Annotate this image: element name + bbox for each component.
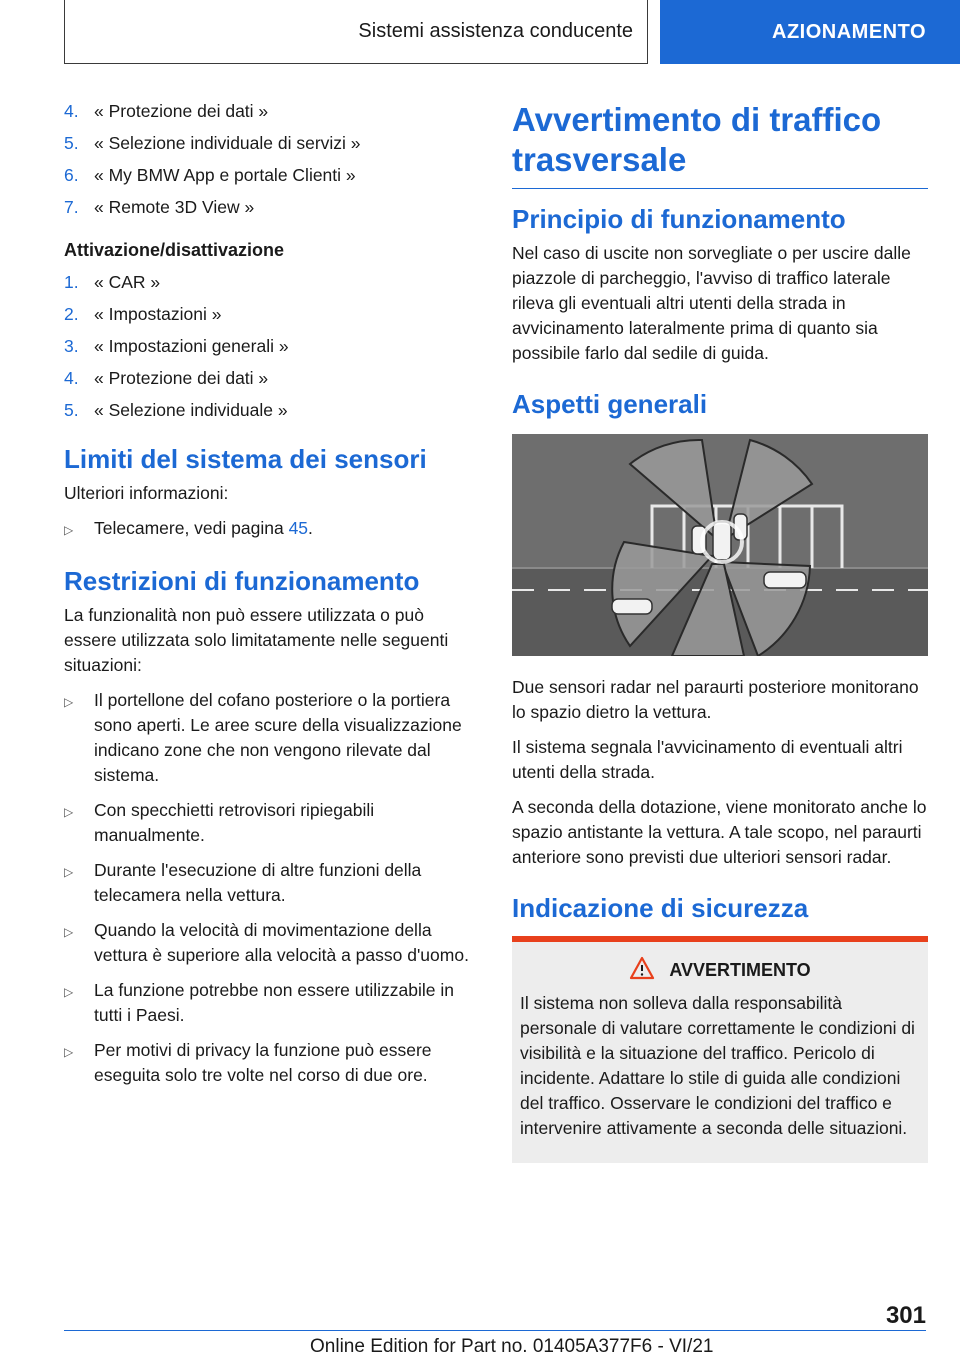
- step-text: « Protezione dei dati »: [94, 101, 269, 121]
- step-text: « Selezione individuale »: [94, 400, 288, 420]
- step-text: « My BMW App e portale Clienti »: [94, 165, 356, 185]
- section-title: Sistemi assistenza conducente: [64, 0, 648, 64]
- step-number: 5.: [64, 400, 79, 420]
- list-item-text: Il portellone del cofano posteriore o la portiera sono aperti. Le aree scure della visualizzazione indicano zone che non vengono rilevate dal sistema.: [94, 690, 462, 785]
- step-number: 1.: [64, 272, 79, 292]
- left-column: [64, 100, 480, 1098]
- step-number: 2.: [64, 304, 79, 324]
- page-title: Avvertimento di traffico trasversale: [512, 101, 882, 178]
- list-item: [64, 978, 480, 1028]
- limits-heading: Limiti del sistema dei sensori: [64, 444, 427, 474]
- approaching-car-right: [764, 572, 806, 588]
- step-item: [64, 271, 480, 293]
- bullet-triangle-icon: ▷: [64, 523, 74, 537]
- restrictions-heading: Restrizioni di funzionamento: [64, 566, 420, 596]
- step-number: 3.: [64, 336, 79, 356]
- step-number: 7.: [64, 197, 79, 217]
- step-text: « Impostazioni generali »: [94, 336, 289, 356]
- step-number: 4.: [64, 368, 79, 388]
- step-number: 4.: [64, 101, 79, 121]
- list-item-text: Quando la velocità di movimentazione della vettura è superiore alla velocità a passo d'uomo.: [94, 920, 469, 965]
- step-item: [64, 164, 480, 186]
- step-item: [64, 100, 480, 122]
- principle-heading: Principio di funzionamento: [512, 204, 846, 234]
- title-rule: [512, 188, 928, 189]
- step-text: « CAR »: [94, 272, 161, 292]
- restrictions-intro: La funzionalità non può essere utilizzata o può essere utilizzata solo limitatamente nelle seguenti situazioni:: [64, 605, 449, 675]
- general-paragraph-1: Due sensori radar nel paraurti posteriore monitorano lo spazio dietro la vettura.: [512, 677, 919, 722]
- ego-vehicle: [713, 522, 731, 560]
- bullet-triangle-icon: ▷: [64, 695, 74, 709]
- page-header: [0, 0, 960, 66]
- list-item: [64, 918, 480, 968]
- list-item-text: Per motivi di privacy la funzione può essere eseguita solo tre volte nel corso di due ore.: [94, 1040, 432, 1085]
- limits-item-text: Telecamere, vedi pagina: [94, 518, 289, 538]
- step-item: [64, 399, 480, 421]
- limits-item-end: .: [308, 518, 313, 538]
- chapter-tab[interactable]: AZIONAMENTO: [660, 0, 960, 64]
- bullet-triangle-icon: ▷: [64, 925, 74, 939]
- list-item: [64, 516, 480, 543]
- approaching-car-left: [612, 599, 652, 614]
- general-paragraph-3: A seconda della dotazione, viene monitorato anche lo spazio antistante la vettura. A tale scopo, nel paraurti anteriore sono previsti due ulteriori sensori radar.: [512, 797, 927, 867]
- radar-coverage-illustration: [512, 434, 928, 656]
- warning-box: [512, 936, 928, 1163]
- right-column: [512, 100, 928, 1163]
- list-item: [64, 858, 480, 908]
- steps-list-a: [64, 100, 480, 218]
- general-paragraph-2: Il sistema segnala l'avvicinamento di eventuali altri utenti della strada.: [512, 737, 903, 782]
- step-item: [64, 335, 480, 357]
- step-text: « Selezione individuale di servizi »: [94, 133, 361, 153]
- step-text: « Protezione dei dati »: [94, 368, 269, 388]
- principle-text: Nel caso di uscite non sorvegliate o per uscire dalle piazzole di parcheggio, l'avviso di traffico laterale rileva gli eventuali altri utenti della strada in avvicinamento lateralmente prima di quanto sia possibile farlo dal sedile di guida.: [512, 243, 911, 363]
- list-item-text: Con specchietti retrovisori ripiegabili manualmente.: [94, 800, 375, 845]
- step-text: « Remote 3D View »: [94, 197, 255, 217]
- list-item: [64, 1038, 480, 1088]
- steps-list-b: [64, 271, 480, 421]
- general-heading: Aspetti generali: [512, 389, 708, 419]
- list-item: [64, 688, 480, 788]
- step-text: « Impostazioni »: [94, 304, 222, 324]
- warning-triangle-icon: [629, 956, 655, 985]
- footer-edition: Online Edition for Part no. 01405A377F6 - VI/21: [310, 1336, 714, 1357]
- list-item-text: La funzione potrebbe non essere utilizzabile in tutti i Paesi.: [94, 980, 454, 1025]
- page-link[interactable]: 45: [288, 518, 309, 538]
- warning-text: Il sistema non solleva dalla responsabilità personale di valutare correttamente le condizioni di visibilità e la situazione del traffico. Pericolo di incidente. Adattare lo stile di guida alle condizioni del traffico. Osservare le condizioni del traffico e intervenire attivamente a seconda delle situazioni.: [520, 993, 915, 1138]
- list-item-text: [94, 516, 313, 543]
- list-item-text: Durante l'esecuzione di altre funzioni della telecamera nella vettura.: [94, 860, 422, 905]
- list-item: [64, 798, 480, 848]
- limits-intro: Ulteriori informazioni:: [64, 483, 229, 503]
- warning-header: [520, 956, 920, 985]
- bullet-triangle-icon: ▷: [64, 1045, 74, 1059]
- step-number: 6.: [64, 165, 79, 185]
- bullet-triangle-icon: ▷: [64, 985, 74, 999]
- footer-rule: [64, 1330, 926, 1331]
- step-item: [64, 196, 480, 218]
- bullet-triangle-icon: ▷: [64, 805, 74, 819]
- warning-label: AVVERTIMENTO: [669, 960, 811, 980]
- step-number: 5.: [64, 133, 79, 153]
- safety-heading: Indicazione di sicurezza: [512, 893, 809, 923]
- activation-subheading: Attivazione/disattivazione: [64, 240, 285, 260]
- page-number: 301: [885, 1302, 926, 1329]
- step-item: [64, 303, 480, 325]
- step-item: [64, 367, 480, 389]
- step-item: [64, 132, 480, 154]
- bullet-triangle-icon: ▷: [64, 865, 74, 879]
